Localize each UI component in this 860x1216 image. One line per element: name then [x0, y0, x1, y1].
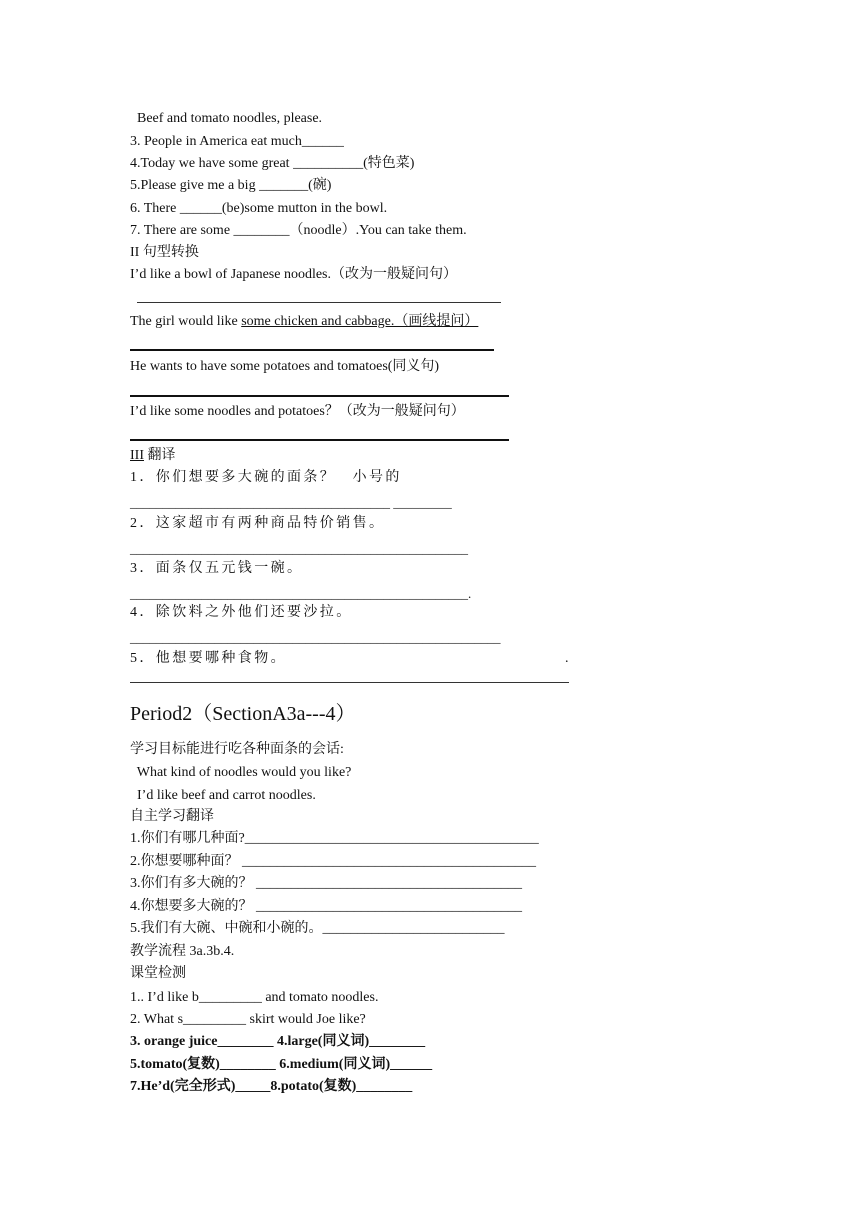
section-heading-iii: III 翻译: [130, 448, 176, 463]
answer-blank: ____________________________________________________.: [130, 586, 472, 601]
learning-goal: 学习目标能进行吃各种面条的会话:: [130, 742, 344, 757]
self-study-5: 5.我们有大碗、中碗和小碗的。__________________________: [130, 921, 505, 936]
class-test-heading: 课堂检测: [130, 966, 186, 981]
section-heading-ii: II 句型转换: [130, 245, 199, 260]
translation-5: 5．他想要哪种食物。: [130, 651, 287, 666]
dialogue-answer: I’d like beef and carrot noodles.: [130, 788, 316, 803]
text-line: Beef and tomato noodles, please.: [130, 111, 323, 126]
exercise-7: 7. There are some ________（noodle）.You can take them.: [130, 223, 467, 238]
transform-question-2: The girl would like some chicken and cabbage.（画线提问）: [130, 314, 479, 329]
exercise-5: 5.Please give me a big _______(碗): [130, 178, 332, 193]
answer-blank: _________________________________________________________: [130, 630, 501, 645]
underlined-phrase: some chicken and cabbage.（画线提问）: [241, 314, 479, 329]
answer-line: [130, 395, 509, 397]
answer-line: [130, 439, 509, 441]
teaching-process: 教学流程 3a.3b.4.: [130, 944, 235, 959]
exercise-3: 3. People in America eat much______: [130, 134, 344, 149]
exercise-6: 6. There ______(be)some mutton in the bowl.: [130, 201, 388, 216]
translation-1: 1．你们想要多大碗的面条？ 小号的: [130, 470, 402, 485]
exercise-4: 4.Today we have some great __________(特色菜): [130, 156, 415, 171]
class-test-1: 1.. I’d like b_________ and tomato noodles.: [130, 990, 379, 1005]
period-title: Period2（SectionA3a---4）: [130, 703, 356, 725]
translation-3: 3．面条仅五元钱一碗。: [130, 561, 304, 576]
answer-blank: ____________________________________________________: [130, 541, 468, 556]
self-study-4: 4.你想要多大碗的？ ______________________________________: [130, 899, 522, 914]
transform-question-1: I’d like a bowl of Japanese noodles.（改为一般疑问句）: [130, 267, 457, 282]
dialogue-question: What kind of noodles would you like?: [130, 765, 352, 780]
self-study-heading: 自主学习翻译: [130, 809, 214, 824]
period-mark: .: [565, 651, 569, 666]
translation-4: 4．除饮料之外他们还要沙拉。: [130, 605, 353, 620]
class-test-5-6: 5.tomato(复数)________ 6.medium(同义词)______: [130, 1057, 433, 1072]
self-study-2: 2.你想要哪种面？ __________________________________________: [130, 854, 536, 869]
transform-question-3: He wants to have some potatoes and tomatoes(同义句): [130, 359, 440, 374]
class-test-7-8: 7.He’d(完全形式)_____8.potato(复数)________: [130, 1079, 413, 1094]
translation-2: 2．这家超市有两种商品特价销售。: [130, 516, 386, 531]
answer-line: [130, 682, 569, 683]
self-study-3: 3.你们有多大碗的？ ______________________________________: [130, 876, 522, 891]
answer-line: [130, 349, 494, 351]
class-test-3-4: 3. orange juice________ 4.large(同义词)________: [130, 1034, 426, 1049]
class-test-2: 2. What s_________ skirt would Joe like?: [130, 1012, 366, 1027]
self-study-1: 1.你们有哪几种面?__________________________________________: [130, 831, 539, 846]
answer-line: [137, 302, 501, 303]
answer-blank: ________________________________________ _________: [130, 495, 452, 510]
transform-question-4: I’d like some noodles and potatoes？（改为一般疑问句）: [130, 404, 465, 419]
